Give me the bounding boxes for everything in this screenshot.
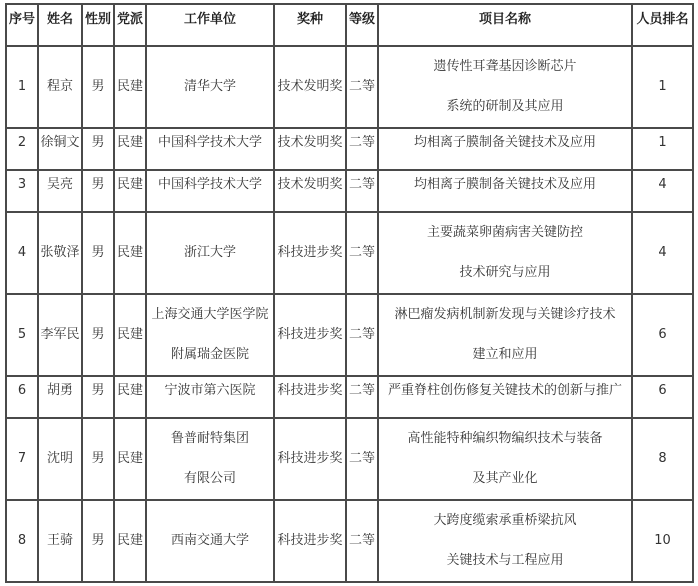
cell-project — [378, 212, 632, 294]
cell-unit-line: 宁波市第六医院 — [164, 383, 256, 398]
table-row — [6, 212, 693, 294]
cell-party: 民建 — [114, 170, 146, 212]
cell-project-line: 系统的研制及其应用 — [446, 99, 564, 114]
cell-unit — [146, 294, 274, 376]
cell-unit-line: 中国科学技术大学 — [157, 177, 262, 192]
cell-unit — [146, 170, 274, 212]
table-row — [6, 500, 693, 582]
cell-no: 8 — [6, 500, 38, 582]
cell-rank: 4 — [632, 170, 693, 212]
table-row — [6, 170, 693, 212]
cell-name: 胡勇 — [38, 376, 82, 418]
cell-grade: 二等 — [346, 46, 378, 128]
awards-table-container — [5, 3, 694, 583]
table-body — [6, 46, 693, 582]
cell-gender: 男 — [82, 294, 114, 376]
cell-gender: 男 — [82, 46, 114, 128]
cell-unit — [146, 128, 274, 170]
cell-unit-line: 西南交通大学 — [170, 533, 249, 548]
cell-unit-line: 上海交通大学医学院 — [151, 307, 269, 322]
header-grade: 等级 — [346, 4, 378, 46]
awards-table — [5, 3, 694, 583]
cell-unit-line: 有限公司 — [183, 471, 236, 486]
cell-no: 6 — [6, 376, 38, 418]
cell-no: 5 — [6, 294, 38, 376]
header-row — [6, 4, 693, 46]
cell-name: 徐铜文 — [38, 128, 82, 170]
header-gender: 性别 — [82, 4, 114, 46]
cell-unit — [146, 376, 274, 418]
header-project: 项目名称 — [378, 4, 632, 46]
cell-rank: 6 — [632, 294, 693, 376]
cell-gender: 男 — [82, 376, 114, 418]
cell-project-line: 淋巴瘤发病机制新发现与关键诊疗技术 — [394, 307, 616, 322]
cell-project-line: 技术研究与应用 — [459, 265, 551, 280]
table-row — [6, 46, 693, 128]
cell-award: 科技进步奖 — [274, 376, 346, 418]
cell-project-line: 高性能特种编织物编织技术与装备 — [407, 431, 603, 446]
cell-name: 吴亮 — [38, 170, 82, 212]
cell-party: 民建 — [114, 128, 146, 170]
cell-name: 张敬泽 — [38, 212, 82, 294]
cell-unit — [146, 212, 274, 294]
cell-rank: 10 — [632, 500, 693, 582]
cell-project-line: 遗传性耳聋基因诊断芯片 — [433, 59, 577, 74]
cell-project-line: 关键技术与工程应用 — [446, 553, 564, 568]
cell-project — [378, 376, 632, 418]
cell-gender: 男 — [82, 170, 114, 212]
cell-gender: 男 — [82, 418, 114, 500]
cell-no: 3 — [6, 170, 38, 212]
cell-gender: 男 — [82, 500, 114, 582]
cell-rank: 1 — [632, 46, 693, 128]
cell-unit — [146, 46, 274, 128]
cell-party: 民建 — [114, 418, 146, 500]
cell-no: 1 — [6, 46, 38, 128]
cell-grade: 二等 — [346, 418, 378, 500]
table-row — [6, 128, 693, 170]
cell-no: 2 — [6, 128, 38, 170]
cell-unit-line: 浙江大学 — [183, 245, 236, 260]
cell-rank: 8 — [632, 418, 693, 500]
cell-party: 民建 — [114, 376, 146, 418]
cell-party: 民建 — [114, 294, 146, 376]
cell-unit-line: 附属瑞金医院 — [170, 347, 249, 362]
cell-no: 4 — [6, 212, 38, 294]
cell-project-line: 均相离子膜制备关键技术及应用 — [413, 135, 596, 150]
cell-name: 李军民 — [38, 294, 82, 376]
cell-award: 科技进步奖 — [274, 294, 346, 376]
cell-grade: 二等 — [346, 212, 378, 294]
cell-grade: 二等 — [346, 500, 378, 582]
cell-party: 民建 — [114, 46, 146, 128]
cell-project — [378, 500, 632, 582]
cell-project — [378, 418, 632, 500]
cell-award: 技术发明奖 — [274, 128, 346, 170]
cell-grade: 二等 — [346, 170, 378, 212]
header-no: 序号 — [6, 4, 38, 46]
cell-unit — [146, 500, 274, 582]
header-name: 姓名 — [38, 4, 82, 46]
cell-unit — [146, 418, 274, 500]
header-party: 党派 — [114, 4, 146, 46]
cell-party: 民建 — [114, 212, 146, 294]
cell-award: 技术发明奖 — [274, 170, 346, 212]
cell-name: 沈明 — [38, 418, 82, 500]
cell-name: 程京 — [38, 46, 82, 128]
cell-award: 科技进步奖 — [274, 418, 346, 500]
cell-no: 7 — [6, 418, 38, 500]
table-row — [6, 376, 693, 418]
cell-award: 技术发明奖 — [274, 46, 346, 128]
header-unit: 工作单位 — [146, 4, 274, 46]
cell-project — [378, 46, 632, 128]
table-row — [6, 294, 693, 376]
cell-party: 民建 — [114, 500, 146, 582]
header-rank: 人员排名 — [632, 4, 693, 46]
cell-gender: 男 — [82, 128, 114, 170]
cell-award: 科技进步奖 — [274, 500, 346, 582]
cell-rank: 1 — [632, 128, 693, 170]
cell-project-line: 建立和应用 — [472, 347, 538, 362]
cell-unit-line: 中国科学技术大学 — [157, 135, 262, 150]
table-row — [6, 418, 693, 500]
cell-grade: 二等 — [346, 128, 378, 170]
header-award: 奖种 — [274, 4, 346, 46]
cell-grade: 二等 — [346, 294, 378, 376]
cell-rank: 4 — [632, 212, 693, 294]
cell-gender: 男 — [82, 212, 114, 294]
cell-project-line: 严重脊柱创伤修复关键技术的创新与推广 — [387, 383, 622, 398]
cell-project — [378, 170, 632, 212]
cell-project-line: 大跨度缆索承重桥梁抗风 — [433, 513, 577, 528]
cell-project-line: 主要蔬菜卵菌病害关键防控 — [426, 225, 583, 240]
cell-rank: 6 — [632, 376, 693, 418]
cell-project-line: 及其产业化 — [472, 471, 538, 486]
cell-grade: 二等 — [346, 376, 378, 418]
cell-name: 王骑 — [38, 500, 82, 582]
cell-unit-line: 鲁普耐特集团 — [170, 431, 249, 446]
cell-unit-line: 清华大学 — [183, 79, 236, 94]
cell-project-line: 均相离子膜制备关键技术及应用 — [413, 177, 596, 192]
cell-project — [378, 128, 632, 170]
cell-award: 科技进步奖 — [274, 212, 346, 294]
cell-project — [378, 294, 632, 376]
